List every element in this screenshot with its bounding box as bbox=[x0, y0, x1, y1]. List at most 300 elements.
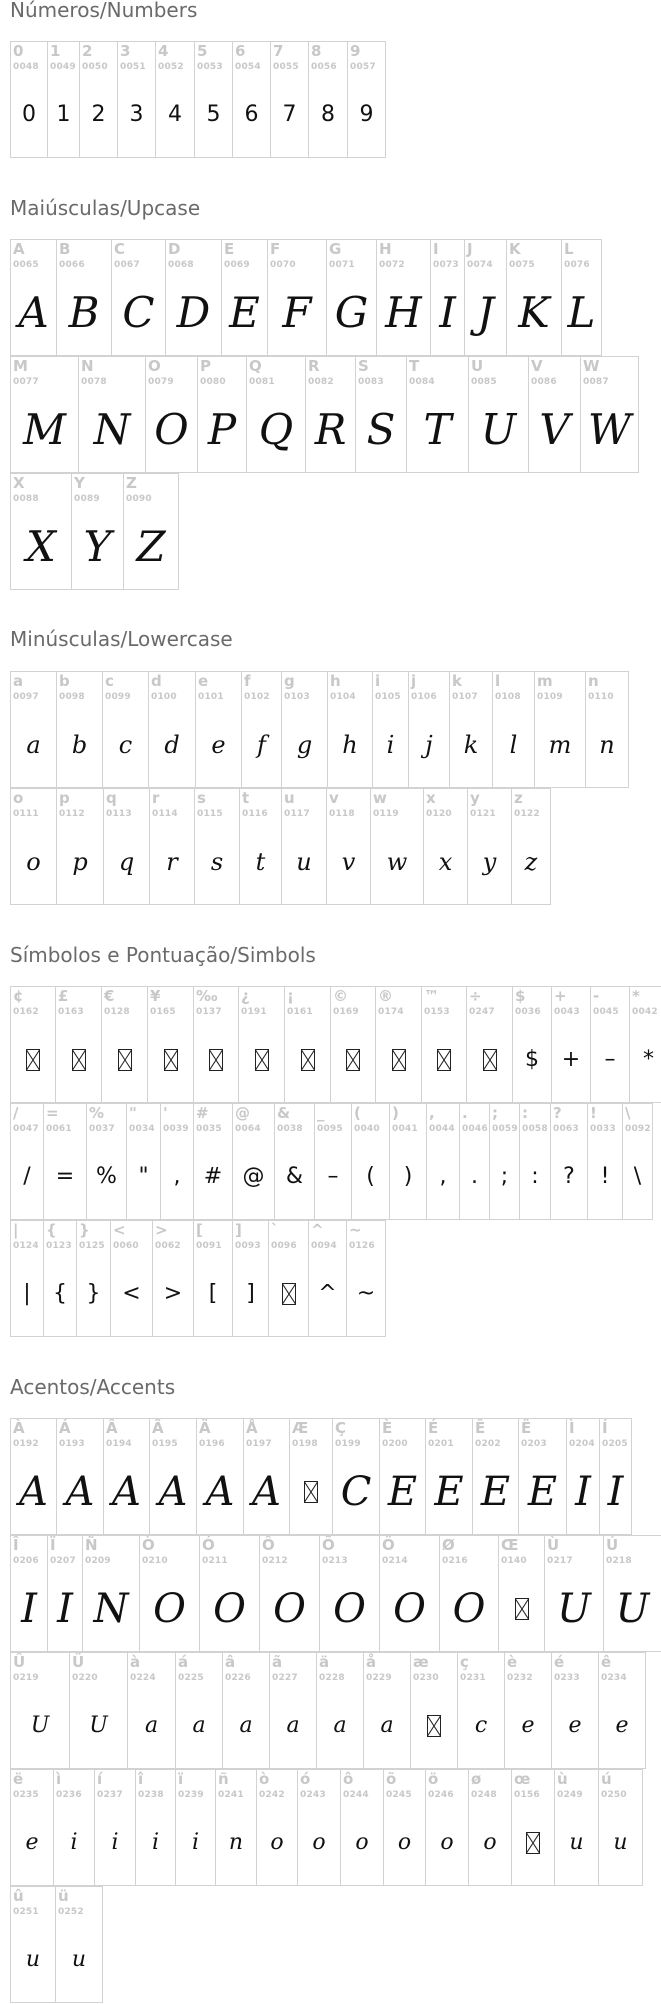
glyph-char-label: Û bbox=[13, 1653, 26, 1671]
glyph-char-label: Â bbox=[106, 1419, 118, 1437]
glyph-cell bbox=[493, 671, 535, 788]
glyph-preview: { bbox=[53, 1280, 67, 1306]
glyph-preview: , bbox=[439, 1163, 447, 1189]
glyph-cell bbox=[552, 986, 591, 1103]
glyph-code-label: 0217 bbox=[547, 1556, 573, 1566]
glyph-code-label: 0038 bbox=[277, 1124, 303, 1134]
glyph-cell bbox=[200, 1535, 260, 1652]
glyph-code-label: 0055 bbox=[273, 62, 299, 72]
glyph-cell bbox=[270, 1652, 317, 1769]
glyph-code-label: 0090 bbox=[126, 494, 152, 504]
glyph-code-label: 0095 bbox=[317, 1124, 343, 1134]
glyph-char-label: ; bbox=[492, 1104, 498, 1122]
glyph-cell bbox=[465, 239, 507, 356]
glyph-code-label: 0070 bbox=[270, 260, 296, 270]
glyph-preview: G bbox=[334, 287, 369, 337]
glyph-code-label: 0052 bbox=[158, 62, 184, 72]
glyph-cell bbox=[309, 41, 348, 158]
glyph-code-label: 0239 bbox=[178, 1790, 204, 1800]
glyph-char-label: Z bbox=[126, 474, 137, 492]
glyph-code-label: 0165 bbox=[150, 1007, 176, 1017]
glyph-code-label: 0244 bbox=[343, 1790, 369, 1800]
glyph-cell bbox=[469, 356, 529, 473]
glyph-code-label: 0211 bbox=[202, 1556, 228, 1566]
glyph-char-label: @ bbox=[235, 1104, 250, 1122]
glyph-char-label: ™ bbox=[424, 987, 439, 1005]
glyph-char-label: 2 bbox=[82, 42, 93, 60]
glyph-cell bbox=[195, 788, 240, 905]
glyph-char-label: ¥ bbox=[150, 987, 161, 1005]
glyph-cell bbox=[422, 986, 467, 1103]
glyph-char-label: F bbox=[270, 240, 281, 258]
glyph-preview: 1 bbox=[56, 101, 71, 127]
glyph-cell bbox=[371, 788, 424, 905]
glyph-preview: A bbox=[65, 1468, 95, 1515]
glyph-char-label: Ç bbox=[335, 1419, 347, 1437]
glyph-preview: u bbox=[613, 1829, 628, 1855]
glyph-code-label: 0096 bbox=[271, 1241, 297, 1251]
glyph-preview: , bbox=[173, 1163, 181, 1189]
glyph-code-label: 0218 bbox=[606, 1556, 632, 1566]
glyph-cell bbox=[247, 356, 306, 473]
glyph-preview: a bbox=[380, 1712, 394, 1738]
glyph-code-label: 0104 bbox=[330, 692, 356, 702]
glyph-preview: 8 bbox=[321, 101, 335, 127]
glyph-cell bbox=[11, 986, 56, 1103]
glyph-cell bbox=[150, 788, 195, 905]
glyph-char-label: ® bbox=[378, 987, 393, 1005]
glyph-code-label: 0113 bbox=[106, 809, 132, 819]
glyph-code-label: 0232 bbox=[507, 1673, 533, 1683]
glyph-cell bbox=[499, 1535, 545, 1652]
glyph-code-label: 0057 bbox=[350, 62, 376, 72]
glyph-char-label: 3 bbox=[120, 42, 131, 60]
glyph-cell bbox=[586, 671, 629, 788]
glyph-code-label: 0101 bbox=[198, 692, 224, 702]
glyph-char-label: ó bbox=[300, 1770, 311, 1788]
glyph-char-label: + bbox=[554, 987, 567, 1005]
missing-glyph-box-icon bbox=[164, 1049, 178, 1071]
glyph-preview: 6 bbox=[244, 101, 259, 127]
glyph-char-label: } bbox=[79, 1221, 90, 1239]
glyph-preview: b bbox=[71, 730, 88, 759]
glyph-char-label: ù bbox=[557, 1770, 568, 1788]
glyph-row bbox=[10, 1103, 653, 1220]
glyph-preview: N bbox=[93, 404, 131, 454]
glyph-code-label: 0191 bbox=[241, 1007, 267, 1017]
glyph-cell bbox=[599, 1652, 646, 1769]
glyph-char-label: Ö bbox=[382, 1536, 395, 1554]
glyph-cell bbox=[56, 986, 102, 1103]
glyph-cell bbox=[409, 671, 450, 788]
glyph-row bbox=[10, 788, 551, 905]
glyph-code-label: 0085 bbox=[471, 377, 497, 387]
glyph-preview: l bbox=[509, 730, 518, 759]
glyph-row bbox=[10, 41, 386, 158]
glyph-code-label: 0105 bbox=[375, 692, 401, 702]
glyph-preview: 4 bbox=[168, 101, 182, 127]
glyph-code-label: 0202 bbox=[475, 1439, 501, 1449]
glyph-cell bbox=[380, 1418, 426, 1535]
glyph-char-label: h bbox=[330, 672, 341, 690]
glyph-preview: a bbox=[192, 1712, 206, 1738]
glyph-char-label: n bbox=[588, 672, 599, 690]
glyph-cell bbox=[376, 986, 422, 1103]
glyph-char-label: ø bbox=[471, 1770, 482, 1788]
glyph-code-label: 0098 bbox=[59, 692, 85, 702]
glyph-preview: c bbox=[474, 1712, 488, 1738]
glyph-code-label: 0041 bbox=[392, 1124, 418, 1134]
glyph-cell bbox=[424, 788, 468, 905]
glyph-preview: C bbox=[122, 287, 155, 337]
glyph-preview: O bbox=[452, 1585, 486, 1632]
glyph-code-label: 0106 bbox=[411, 692, 437, 702]
glyph-cell bbox=[581, 356, 639, 473]
glyph-preview: – bbox=[327, 1163, 339, 1189]
glyph-char-label: I bbox=[433, 240, 439, 258]
glyph-preview: x bbox=[438, 847, 453, 876]
glyph-cell bbox=[11, 41, 48, 158]
glyph-preview: o bbox=[397, 1829, 412, 1855]
glyph-preview: | bbox=[23, 1280, 31, 1306]
glyph-preview: o bbox=[355, 1829, 369, 1855]
glyph-cell bbox=[146, 356, 198, 473]
glyph-cell bbox=[364, 1652, 411, 1769]
missing-glyph-icon bbox=[422, 1017, 466, 1102]
glyph-preview: K bbox=[518, 287, 550, 337]
glyph-code-label: 0197 bbox=[246, 1439, 272, 1449]
glyph-char-label: Ø bbox=[442, 1536, 455, 1554]
glyph-code-label: 0117 bbox=[284, 809, 310, 819]
glyph-code-label: 0206 bbox=[13, 1556, 39, 1566]
glyph-char-label: £ bbox=[58, 987, 69, 1005]
glyph-code-label: 0061 bbox=[46, 1124, 72, 1134]
glyph-code-label: 0111 bbox=[13, 809, 39, 819]
glyph-code-label: 0058 bbox=[522, 1124, 548, 1134]
glyph-preview: e bbox=[211, 730, 226, 759]
glyph-code-label: 0100 bbox=[151, 692, 177, 702]
glyph-cell bbox=[57, 671, 103, 788]
glyph-char-label: * bbox=[632, 987, 640, 1005]
glyph-code-label: 0108 bbox=[495, 692, 521, 702]
section-title-lowercase: Minúsculas/Lowercase bbox=[10, 627, 233, 651]
glyph-code-label: 0137 bbox=[196, 1007, 222, 1017]
glyph-char-label: 9 bbox=[350, 42, 361, 60]
glyph-preview: A bbox=[252, 1468, 281, 1515]
glyph-cell bbox=[197, 1418, 244, 1535]
glyph-char-label: ! bbox=[590, 1104, 597, 1122]
glyph-preview: = bbox=[55, 1163, 75, 1189]
glyph-cell bbox=[327, 239, 377, 356]
glyph-code-label: 0245 bbox=[386, 1790, 412, 1800]
glyph-code-label: 0110 bbox=[588, 692, 614, 702]
glyph-preview: S bbox=[366, 404, 396, 454]
glyph-preview: O bbox=[153, 1585, 186, 1632]
glyph-char-label: Ú bbox=[606, 1536, 619, 1554]
glyph-code-label: 0074 bbox=[467, 260, 493, 270]
glyph-cell bbox=[166, 239, 222, 356]
glyph-char-label: Y bbox=[74, 474, 85, 492]
glyph-preview: I bbox=[21, 1585, 37, 1632]
glyph-code-label: 0063 bbox=[553, 1124, 579, 1134]
glyph-char-label: 1 bbox=[50, 42, 61, 60]
glyph-cell bbox=[11, 788, 57, 905]
glyph-char-label: á bbox=[178, 1653, 189, 1671]
glyph-preview: a bbox=[239, 1712, 253, 1738]
glyph-cell bbox=[529, 356, 581, 473]
glyph-char-label: - bbox=[593, 987, 600, 1005]
glyph-cell bbox=[216, 1769, 257, 1886]
missing-glyph-box-icon bbox=[26, 1049, 40, 1071]
glyph-char-label: ) bbox=[392, 1104, 399, 1122]
missing-glyph-icon bbox=[56, 1017, 101, 1102]
glyph-char-label: $ bbox=[515, 987, 526, 1005]
glyph-cell bbox=[440, 1535, 499, 1652]
glyph-code-label: 0140 bbox=[501, 1556, 527, 1566]
glyph-code-label: 0213 bbox=[322, 1556, 348, 1566]
glyph-preview: . bbox=[471, 1163, 478, 1189]
glyph-char-label: a bbox=[13, 672, 24, 690]
glyph-char-label: 0 bbox=[13, 42, 24, 60]
glyph-preview: U bbox=[480, 404, 517, 454]
glyph-cell bbox=[562, 239, 602, 356]
glyph-code-label: 0192 bbox=[13, 1439, 39, 1449]
glyph-code-label: 0091 bbox=[196, 1241, 222, 1251]
glyph-cell bbox=[317, 1652, 364, 1769]
glyph-cell bbox=[244, 1418, 290, 1535]
glyph-cell bbox=[268, 239, 327, 356]
glyph-char-label: T bbox=[409, 357, 420, 375]
glyph-char-label: Æ bbox=[292, 1419, 309, 1437]
glyph-preview: h bbox=[342, 730, 358, 759]
glyph-cell bbox=[630, 986, 661, 1103]
glyph-preview: I bbox=[57, 1585, 73, 1632]
glyph-preview: p bbox=[72, 847, 88, 876]
glyph-code-label: 0118 bbox=[329, 809, 355, 819]
glyph-preview: A bbox=[158, 1468, 188, 1515]
glyph-preview: r bbox=[166, 847, 178, 876]
glyph-char-label: Ô bbox=[262, 1536, 275, 1554]
glyph-code-label: 0243 bbox=[300, 1790, 326, 1800]
glyph-preview: 7 bbox=[282, 101, 297, 127]
glyph-cell bbox=[512, 788, 551, 905]
glyph-code-label: 0102 bbox=[244, 692, 270, 702]
glyph-preview: O bbox=[273, 1585, 306, 1632]
glyph-code-label: 0037 bbox=[89, 1124, 115, 1134]
glyph-code-label: 0103 bbox=[284, 692, 310, 702]
glyph-preview: U bbox=[557, 1585, 591, 1632]
glyph-code-label: 0087 bbox=[583, 377, 609, 387]
glyph-cell bbox=[148, 986, 194, 1103]
glyph-code-label: 0082 bbox=[308, 377, 334, 387]
glyph-char-label: E bbox=[224, 240, 235, 258]
glyph-cell bbox=[57, 1418, 104, 1535]
glyph-char-label: Œ bbox=[501, 1536, 519, 1554]
glyph-code-label: 0077 bbox=[13, 377, 39, 387]
glyph-char-label: . bbox=[462, 1104, 468, 1122]
glyph-cell bbox=[327, 788, 371, 905]
glyph-cell bbox=[567, 1418, 600, 1535]
glyph-code-label: 0229 bbox=[366, 1673, 392, 1683]
glyph-char-label: O bbox=[148, 357, 161, 375]
glyph-preview: E bbox=[387, 1468, 418, 1515]
glyph-char-label: m bbox=[537, 672, 553, 690]
glyph-char-label: Í bbox=[602, 1419, 608, 1437]
glyph-code-label: 0045 bbox=[593, 1007, 619, 1017]
glyph-char-label: É bbox=[428, 1419, 439, 1437]
glyph-char-label: y bbox=[470, 789, 480, 807]
glyph-code-label: 0207 bbox=[50, 1556, 76, 1566]
glyph-char-label: È bbox=[382, 1419, 393, 1437]
glyph-cell bbox=[11, 1535, 48, 1652]
glyph-cell bbox=[275, 1103, 315, 1220]
glyph-cell bbox=[347, 1220, 386, 1337]
glyph-preview: g bbox=[296, 730, 313, 759]
glyph-char-label: ÷ bbox=[469, 987, 482, 1005]
glyph-code-label: 0033 bbox=[590, 1124, 616, 1134]
glyph-row bbox=[10, 356, 639, 473]
glyph-code-label: 0044 bbox=[429, 1124, 455, 1134]
glyph-cell bbox=[390, 1103, 427, 1220]
glyph-char-label: ï bbox=[178, 1770, 184, 1788]
missing-glyph-icon bbox=[331, 1017, 375, 1102]
glyph-code-label: 0036 bbox=[515, 1007, 541, 1017]
glyph-char-label: { bbox=[46, 1221, 57, 1239]
glyph-cell bbox=[341, 1769, 384, 1886]
glyph-cell bbox=[426, 1418, 473, 1535]
glyph-char-label: w bbox=[373, 789, 387, 807]
missing-glyph-icon bbox=[148, 1017, 193, 1102]
glyph-preview: d bbox=[164, 730, 180, 759]
glyph-preview: E bbox=[480, 1468, 511, 1515]
glyph-char-label: Á bbox=[59, 1419, 71, 1437]
glyph-preview: o bbox=[483, 1829, 497, 1855]
glyph-code-label: 0205 bbox=[602, 1439, 628, 1449]
glyph-char-label: Ë bbox=[521, 1419, 532, 1437]
glyph-char-label: = bbox=[46, 1104, 59, 1122]
glyph-cell bbox=[356, 356, 407, 473]
glyph-char-label: à bbox=[130, 1653, 141, 1671]
glyph-cell bbox=[298, 1769, 341, 1886]
glyph-code-label: 0236 bbox=[56, 1790, 82, 1800]
glyph-preview: u bbox=[569, 1829, 584, 1855]
glyph-code-label: 0035 bbox=[196, 1124, 222, 1134]
glyph-code-label: 0161 bbox=[287, 1007, 313, 1017]
glyph-char-label: v bbox=[329, 789, 339, 807]
glyph-char-label: x bbox=[426, 789, 436, 807]
glyph-code-label: 0195 bbox=[152, 1439, 178, 1449]
glyph-code-label: 0162 bbox=[13, 1007, 39, 1017]
glyph-preview: A bbox=[205, 1468, 235, 1515]
missing-glyph-icon bbox=[102, 1017, 147, 1102]
glyph-char-label: Q bbox=[249, 357, 262, 375]
glyph-code-label: 0081 bbox=[249, 377, 275, 387]
glyph-cell bbox=[194, 986, 239, 1103]
glyph-code-label: 0204 bbox=[569, 1439, 595, 1449]
glyph-code-label: 0064 bbox=[235, 1124, 261, 1134]
glyph-preview: f bbox=[257, 730, 266, 759]
glyph-char-label: ` bbox=[271, 1221, 279, 1239]
glyph-preview: 9 bbox=[359, 101, 374, 127]
glyph-preview: a bbox=[144, 1712, 159, 1738]
glyph-preview: i bbox=[191, 1829, 200, 1855]
glyph-code-label: 0235 bbox=[13, 1790, 39, 1800]
missing-glyph-icon bbox=[194, 1017, 238, 1102]
glyph-code-label: 0121 bbox=[470, 809, 496, 819]
glyph-char-label: å bbox=[366, 1653, 377, 1671]
glyph-char-label: Ò bbox=[142, 1536, 155, 1554]
glyph-code-label: 0047 bbox=[13, 1124, 39, 1134]
glyph-cell bbox=[104, 788, 150, 905]
glyph-char-label: è bbox=[507, 1653, 518, 1671]
glyph-preview: a bbox=[286, 1712, 300, 1738]
glyph-code-label: 0069 bbox=[224, 260, 250, 270]
glyph-code-label: 0128 bbox=[104, 1007, 130, 1017]
glyph-char-label: # bbox=[196, 1104, 209, 1122]
glyph-code-label: 0248 bbox=[471, 1790, 497, 1800]
glyph-char-label: f bbox=[244, 672, 251, 690]
glyph-char-label: ~ bbox=[349, 1221, 362, 1239]
glyph-code-label: 0119 bbox=[373, 809, 399, 819]
glyph-cell bbox=[195, 41, 233, 158]
glyph-code-label: 0078 bbox=[81, 377, 107, 387]
glyph-cell bbox=[103, 671, 149, 788]
glyph-preview: < bbox=[122, 1280, 141, 1306]
glyph-code-label: 0234 bbox=[601, 1673, 627, 1683]
glyph-preview: A bbox=[18, 287, 49, 337]
glyph-cell bbox=[149, 671, 196, 788]
glyph-char-label: ê bbox=[601, 1653, 612, 1671]
glyph-preview: D bbox=[176, 287, 211, 337]
glyph-char-label: Ê bbox=[475, 1419, 486, 1437]
glyph-cell bbox=[555, 1769, 599, 1886]
glyph-cell bbox=[306, 356, 356, 473]
glyph-preview: a bbox=[26, 730, 41, 759]
glyph-cell bbox=[176, 1769, 216, 1886]
glyph-cell bbox=[377, 239, 431, 356]
glyph-char-label: Ã bbox=[152, 1419, 164, 1437]
glyph-cell bbox=[600, 1418, 632, 1535]
missing-glyph-box-icon bbox=[209, 1049, 223, 1071]
glyph-preview: > bbox=[163, 1280, 183, 1306]
glyph-cell bbox=[156, 41, 195, 158]
glyph-cell bbox=[153, 1220, 194, 1337]
glyph-code-label: 0200 bbox=[382, 1439, 408, 1449]
glyph-preview: # bbox=[203, 1163, 223, 1189]
glyph-char-label: Ù bbox=[547, 1536, 560, 1554]
glyph-cell bbox=[112, 239, 166, 356]
glyph-code-label: 0212 bbox=[262, 1556, 288, 1566]
glyph-row bbox=[10, 1220, 386, 1337]
glyph-char-label: ( bbox=[354, 1104, 361, 1122]
glyph-cell bbox=[505, 1652, 552, 1769]
glyph-preview: [ bbox=[208, 1280, 218, 1306]
missing-glyph-box-icon bbox=[301, 1049, 315, 1071]
glyph-cell bbox=[242, 671, 282, 788]
glyph-char-label: ^ bbox=[311, 1221, 324, 1239]
glyph-cell bbox=[240, 788, 282, 905]
glyph-code-label: 0071 bbox=[329, 260, 355, 270]
glyph-code-label: 0043 bbox=[554, 1007, 580, 1017]
glyph-cell bbox=[11, 473, 72, 590]
glyph-preview: & bbox=[285, 1163, 304, 1189]
glyph-cell bbox=[507, 239, 562, 356]
glyph-cell bbox=[11, 239, 57, 356]
glyph-code-label: 0252 bbox=[58, 1907, 84, 1917]
glyph-code-label: 0156 bbox=[514, 1790, 540, 1800]
glyph-cell bbox=[407, 356, 469, 473]
glyph-char-label: X bbox=[13, 474, 25, 492]
